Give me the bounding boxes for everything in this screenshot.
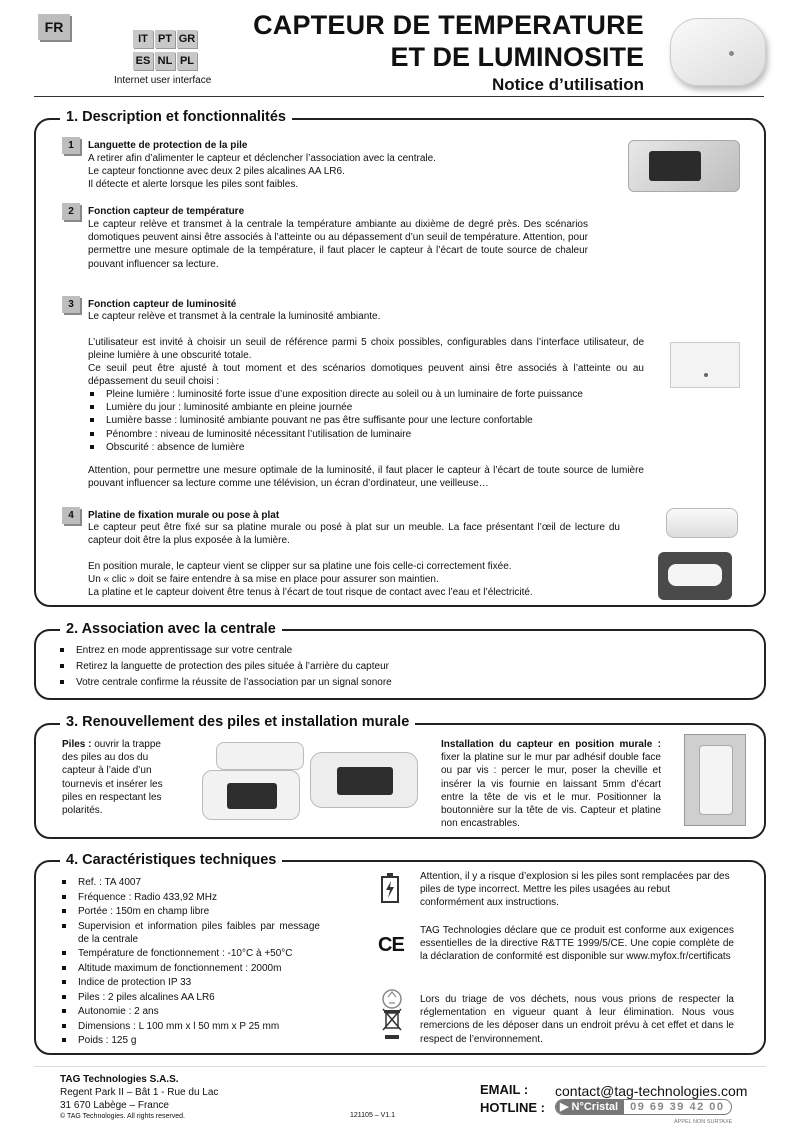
conformity-text: TAG Technologies déclare que ce produit est conforme aux exigences essentielles de la directive R&TTE 1999/5/CE. Une copie complète de la déclaration de conformité est disponible sur www.myfox.fr/certificats (420, 925, 734, 963)
list-item: Altitude maximum de fonctionnement : 2000m (60, 962, 320, 975)
recycle-bin-icon (380, 988, 404, 1042)
email-link[interactable]: contact@tag-technologies.com (555, 1083, 748, 1099)
phone-note: APPEL NON SURTAXE (674, 1119, 733, 1125)
phone-number: 09 69 39 42 00 (630, 1100, 725, 1113)
battery-insert-photo (310, 752, 418, 808)
item-number-1: 1 (62, 137, 80, 154)
play-icon: ▶ (560, 1101, 572, 1113)
list-item: Pleine lumière : luminosité forte issue d’une exposition directe au soleil ou à un luminaire de forte puissance (88, 388, 648, 401)
ce-mark-icon: CE (378, 934, 404, 956)
cristal-badge: ▶ N°Cristal (556, 1100, 624, 1114)
email-label: EMAIL : (480, 1082, 529, 1097)
wall-bracket-photo (666, 508, 738, 538)
company-name: TAG Technologies S.A.S. (60, 1074, 179, 1085)
list-item: Obscurité : absence de lumière (88, 441, 648, 454)
list-item: Entrez en mode apprentissage sur votre centrale (58, 644, 658, 657)
sensor-back-photo (216, 742, 304, 770)
hotline-label: HOTLINE : (480, 1100, 545, 1115)
language-es[interactable]: ES (133, 52, 153, 70)
association-steps-list (58, 644, 658, 690)
sensor-front-photo (670, 342, 740, 388)
item-number-3: 3 (62, 296, 80, 313)
recycling-text: Lors du triage de vos déchets, nous vous prions de respecter la réglementation en vigueur quant à leur élimination. Nous vous remercions de les déposer dans un endroit prévu à cet effet et dans le respect de l’environnement. (420, 994, 734, 1045)
ui-label: Internet user interface (114, 75, 212, 86)
battery-tab-photo (628, 140, 740, 192)
language-nl[interactable]: NL (155, 52, 175, 70)
wall-mount-photo (684, 734, 746, 826)
language-gr[interactable]: GR (177, 30, 197, 48)
language-fr[interactable]: FR (38, 14, 70, 40)
battery-warning-text: Attention, il y a risque d’explosion si les piles sont remplacées par des piles de type incorrect. Mettre les piles usagées au rebut conformément aux instructions. (420, 871, 730, 909)
language-it[interactable]: IT (133, 30, 153, 48)
list-item: Supervision et information piles faibles par message de la centrale (60, 920, 320, 946)
language-pl[interactable]: PL (177, 52, 197, 70)
item-number-4: 4 (62, 507, 80, 524)
battery-warning-icon (378, 872, 402, 904)
list-item: Pénombre : niveau de luminosité nécessitant l’utilisation de luminaire (88, 428, 648, 441)
header-divider (34, 96, 764, 97)
list-item: Votre centrale confirme la réussite de l’association par un signal sonore (58, 676, 658, 689)
list-item: Lumière du jour : luminosité ambiante en pleine journée (88, 401, 648, 414)
list-item: Dimensions : L 100 mm x l 50 mm x P 25 mm (60, 1020, 320, 1033)
list-item: Poids : 125 g (60, 1034, 320, 1047)
list-item: Lumière basse : luminosité ambiante pouvant ne pas être suffisante pour une lecture confortable (88, 414, 648, 427)
open-battery-photo (202, 770, 300, 820)
item-number-2: 2 (62, 203, 80, 220)
luminosity-levels-list (88, 388, 648, 454)
section-title-4: 4. Caractéristiques techniques (60, 851, 282, 870)
language-pt[interactable]: PT (155, 30, 175, 48)
item-text-3b: L’utilisateur est invité à choisir un seuil de référence parmi 5 choix possibles, configurables dans l’interface utilisateur, de pleine lumière à une obscurité totale. (88, 337, 644, 362)
footer-divider (34, 1066, 766, 1067)
item-heading-2: Fonction capteur de température (88, 206, 245, 217)
list-item: Piles : 2 piles alcalines AA LR6 (60, 991, 320, 1004)
item-text-4b: En position murale, le capteur vient se clipper sur sa platine une fois celle-ci correctement fixée. Un « clic » doit se faire entendre à sa mise en place pour assurer son maintien. La platine et le capteur doivent être tenus à l’écart de tout risque de contact avec l’eau et l’électricité. (88, 561, 533, 599)
product-image (670, 18, 766, 86)
doc-version: 121105 – V1.1 (350, 1112, 396, 1119)
list-item: Ref. : TA 4007 (60, 876, 320, 889)
list-item: Autonomie : 2 ans (60, 1005, 320, 1018)
section-title-3: 3. Renouvellement des piles et installation murale (60, 713, 415, 732)
item-text-2: Le capteur relève et transmet à la centrale la température ambiante au dixième de degré près. Des scénarios domotiques peuvent ainsi être associés à l’atteinte ou au dépassement d’un seuil de température. Attention, pour permettre une mesure optimale de la température, il faut placer le capteur à l’écart de toute source de chaleur pouvant influencer sa lecture. (88, 219, 588, 270)
list-item: Fréquence : Radio 433,92 MHz (60, 891, 320, 904)
page-title-line2: ET DE LUMINOSITE (390, 42, 644, 72)
wall-install-instructions: Installation du capteur en position murale : fixer la platine sur le mur par adhésif double face ou par vis : percer le mur, poser la cheville et insérer la vis fournie en laissant 5mm d’écart entre la tête de vis et le mur. Positionner la boutonnière sur la tête de vis. Capteur et platine non encastrables. (441, 739, 661, 830)
item-heading-3: Fonction capteur de luminosité (88, 299, 237, 310)
address-line2: 31 670 Labège – France (60, 1100, 169, 1111)
item-text-4a: Le capteur peut être fixé sur sa platine murale ou posé à plat sur un meuble. La face présentant l’œil de lecture du capteur doit être la plus exposée à la lumière. (88, 522, 620, 547)
list-item: Indice de protection IP 33 (60, 976, 320, 989)
address-line1: Regent Park II – Bât 1 - Rue du Lac (60, 1087, 219, 1098)
section-title-1: 1. Description et fonctionnalités (60, 108, 292, 127)
item-heading-4: Platine de fixation murale ou pose à plat (88, 510, 280, 521)
mounted-sensor-photo (658, 552, 732, 600)
item-text-3a: Le capteur relève et transmet à la centrale la luminosité ambiante. (88, 311, 381, 322)
page-subtitle: Notice d’utilisation (491, 75, 644, 94)
list-item: Température de fonctionnement : -10°C à +50°C (60, 947, 320, 960)
item-text-3d: Attention, pour permettre une mesure optimale de la luminosité, il faut placer le capteur à l’écart de toute source de lumière pouvant influencer sa lecture comme une télévision, un écran d’ordinateur, une veilleuse… (88, 465, 644, 490)
list-item: Retirez la languette de protection des piles située à l’arrière du capteur (58, 660, 658, 673)
hotline-number[interactable] (555, 1099, 732, 1115)
item-heading-1: Languette de protection de la pile (88, 140, 248, 151)
copyright: © TAG Technologies. All rights reserved. (60, 1113, 185, 1120)
page-title-line1: CAPTEUR DE TEMPERATURE (253, 10, 644, 40)
item-text-1: A retirer afin d’alimenter le capteur et déclencher l’association avec la centrale. Le capteur fonctionne avec deux 2 piles alcalines AA LR6. Il détecte et alerte lorsque les piles sont faibles. (88, 153, 436, 191)
batteries-instructions: Piles : ouvrir la trappe des piles au dos du capteur à l’aide d’un tournevis et insérer les piles en respectant les polarités. (62, 739, 163, 817)
list-item: Portée : 150m en champ libre (60, 905, 320, 918)
section-title-2: 2. Association avec la centrale (60, 620, 282, 639)
item-text-3c: Ce seuil peut être ajusté à tout moment et des scénarios domotiques peuvent ainsi être associés à l’atteinte ou au dépassement du seuil choisi : (88, 363, 644, 388)
specs-list (60, 876, 320, 1047)
